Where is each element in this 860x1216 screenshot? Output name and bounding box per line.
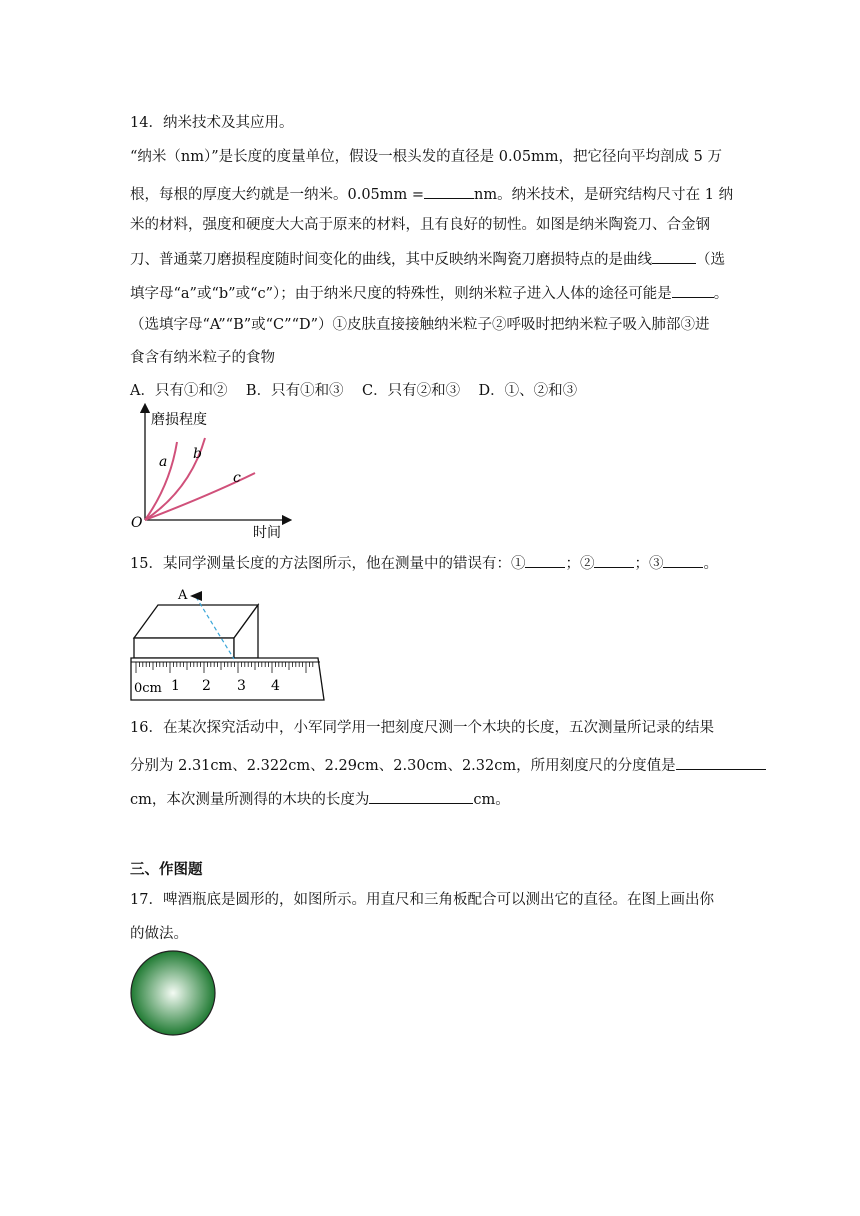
ruler-label-1: 1 [171,678,180,694]
q16-blank-division[interactable] [676,754,766,770]
q14-blank-route[interactable] [672,282,714,298]
eye-icon [190,591,202,601]
q14-options: A．只有①和② B．只有①和③ C．只有②和③ D．①、②和③ [130,383,578,399]
q15-blank-3[interactable] [663,552,703,568]
ruler-label-0: 0cm [134,681,162,696]
bottle-bottom-figure [128,948,220,1040]
q16-line3-pre: cm，本次测量所测得的木块的长度为 [130,792,370,808]
q14-line4 [130,248,725,270]
q17-line2: 的做法。 [130,926,188,942]
q14-line1: “纳米（nm）”是长度的度量单位，假设一根头发的直径是 0.05mm，把它径向平均剖成 5 万 [130,149,722,165]
q14-line5 [130,282,728,304]
curve-b-label: b [193,446,202,462]
q14-line2 [130,183,733,205]
curve-a-label: a [159,454,168,470]
q16-line3-post: cm。 [473,792,510,808]
q14-line5-post: 。 [713,286,729,302]
q14-line6: （选填字母“A”“B”或“C”“D”）①皮肤直接接触纳米粒子②呼吸时把纳米粒子吸入肺部③进 [130,317,710,333]
bottle-bottom-circle [131,951,215,1035]
q14-line2-pre: 根，每根的厚度大约就是一纳米。0.05mm = [130,187,425,203]
q14-line4-pre: 刀、普通菜刀磨损程度随时间变化的曲线，其中反映纳米陶瓷刀磨损特点的是曲线 [130,252,652,268]
q14-line5-pre: 填字母“a”或“b”或“c”）；由于纳米尺度的特殊性，则纳米粒子进入人体的途径可能是 [130,286,672,302]
q15-sep-1: ；② [565,556,595,572]
x-axis-label: 时间 [253,525,281,540]
q15-sep-2: ；③ [634,556,664,572]
q16-line2-pre: 分别为 2.31cm、2.322cm、2.29cm、2.30cm、2.32cm，所用刻度尺的分度值是 [130,758,676,774]
q15-text [130,552,718,574]
q14-blank-nm[interactable] [424,183,474,199]
q17-line1: 17．啤酒瓶底是圆形的，如图所示。用直尺和三角板配合可以测出它的直径。在图上画出你 [130,892,714,908]
q16-line2 [130,754,766,776]
y-axis-label: 磨损程度 [151,412,207,428]
curve-c-label: c [233,470,241,486]
section-title: 三、作图题 [130,861,203,878]
q14-line3: 米的材料，强度和硬度大大高于原来的材料，且有良好的韧性。如图是纳米陶瓷刀、合金钢 [130,217,710,233]
q14-line2-post: nm。纳米技术，是研究结构尺寸在 1 纳 [474,187,734,203]
q14-title: 14．纳米技术及其应用。 [130,115,294,131]
ruler-label-2: 2 [202,678,211,694]
q15-end: 。 [703,556,718,572]
point-a-label: A [178,588,188,603]
q16-blank-length[interactable] [369,788,473,804]
q14-line4-post: （选 [696,252,725,268]
q14-blank-curve[interactable] [652,248,696,264]
origin-label: O [131,515,143,531]
q16-line3 [130,788,510,810]
q15-text-pre: 15．某同学测量长度的方法图所示，他在测量中的错误有：① [130,556,526,572]
wear-graph [125,400,295,540]
q15-blank-1[interactable] [525,552,565,568]
block-front [134,638,234,658]
ruler-label-3: 3 [237,678,246,694]
ruler-figure [128,583,328,703]
ruler-label-4: 4 [271,678,280,694]
q16-line1: 16．在某次探究活动中，小军同学用一把刻度尺测一个木块的长度，五次测量所记录的结果 [130,720,714,736]
q14-line7: 食含有纳米粒子的食物 [130,350,275,366]
q15-blank-2[interactable] [594,552,634,568]
